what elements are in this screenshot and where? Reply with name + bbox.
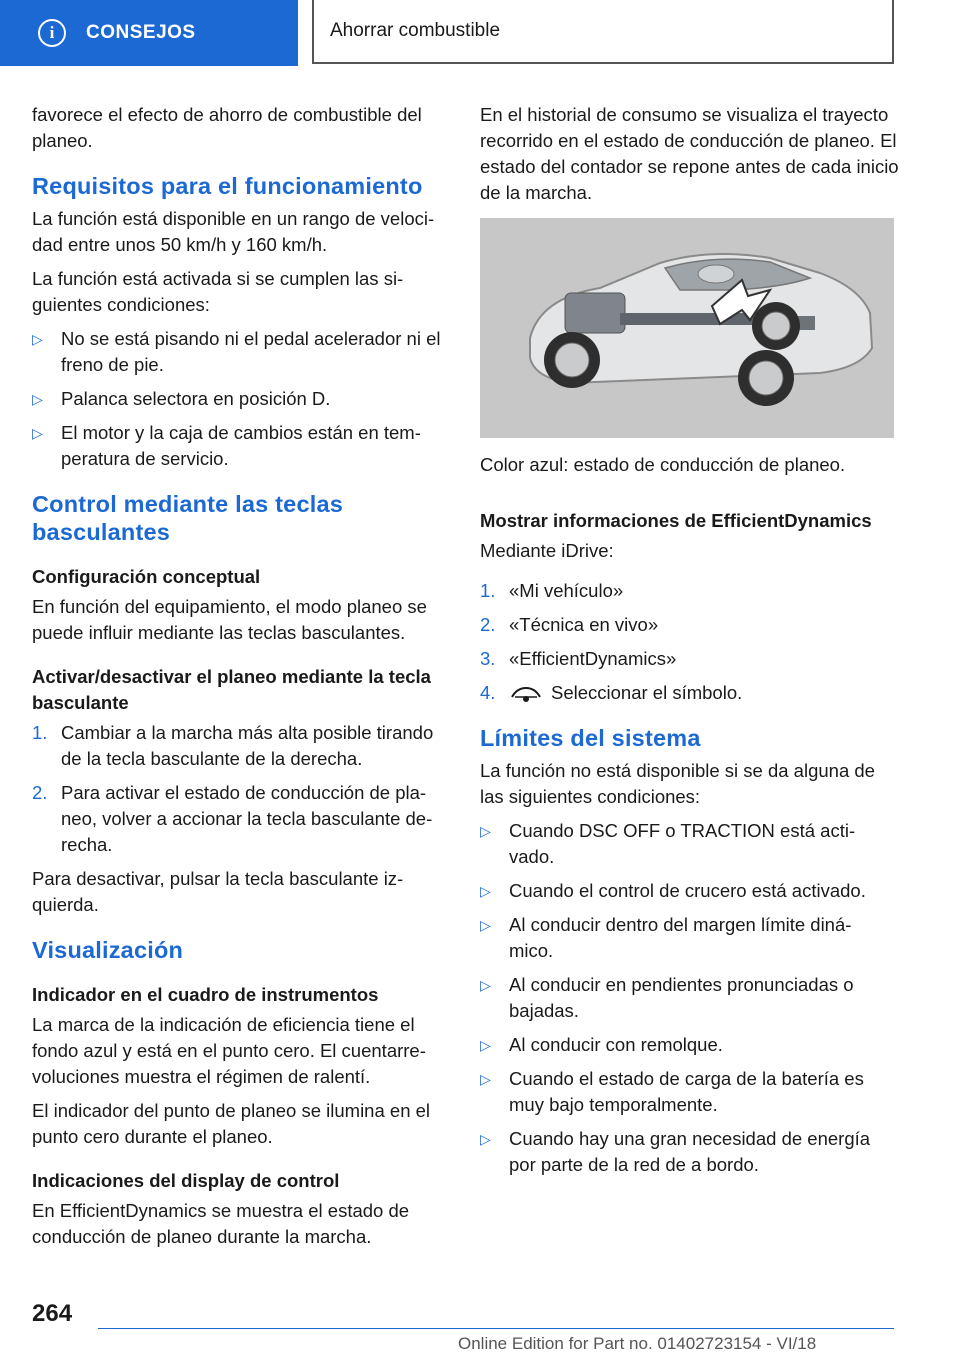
indicator-paragraph-1: La marca de la indicación de eficiencia tiene el fondo azul y está en el punto cero. El cuentarre- voluciones muestra el régimen de ralentí. — [32, 1014, 426, 1087]
list-item: 1. Cambiar a la marcha más alta posible tirando de la tecla basculante de la derecha. — [32, 722, 434, 769]
right-column — [480, 102, 900, 1186]
indicator-paragraph-2: El indicador del punto de planeo se ilumina en el punto cero durante el planeo. — [32, 1100, 431, 1147]
display-heading: Visualización — [32, 937, 184, 963]
list-item: ▷ Al conducir con remolque. — [480, 1032, 900, 1058]
section-tab-label: CONSEJOS — [86, 22, 196, 43]
list-item: ▷ Al conducir dentro del margen límite diná- mico. — [480, 914, 852, 961]
limits-paragraph: La función no está disponible si se da alguna de las siguientes condiciones: — [480, 760, 875, 807]
triangle-bullet-icon: ▷ — [480, 883, 491, 899]
list-item: ▷ El motor y la caja de cambios están en tem- peratura de servicio. — [32, 422, 421, 469]
list-item: ▷ Cuando hay una gran necesidad de energía por parte de la red de a bordo. — [480, 1128, 871, 1175]
requirements-paragraph-1: La función está disponible en un rango de veloci- dad entre unos 50 km/h y 160 km/h. — [32, 208, 435, 255]
limits-list — [480, 818, 900, 1178]
requirements-heading: Requisitos para el funcionamiento — [32, 173, 423, 199]
triangle-bullet-icon: ▷ — [480, 1071, 491, 1087]
triangle-bullet-icon: ▷ — [32, 391, 43, 407]
edition-text: Online Edition for Part no. 01402723154 - VI/18 — [458, 1334, 817, 1353]
page-number: 264 — [32, 1300, 73, 1327]
car-drawing — [480, 218, 894, 438]
requirements-paragraph-2: La función está activada si se cumplen las si- guientes condiciones: — [32, 268, 404, 315]
car-illustration — [480, 218, 894, 438]
deactivate-paragraph: Para desactivar, pulsar la tecla basculante iz- quierda. — [32, 868, 404, 915]
control-heading: Control mediante las teclas basculantes — [32, 491, 343, 545]
list-item: 2. Para activar el estado de conducción de pla- neo, volver a accionar la tecla basculante de- recha. — [32, 782, 433, 855]
requirements-list — [32, 326, 450, 472]
list-item: ▷ Palanca selectora en posición D. — [32, 386, 450, 412]
chapter-title: Ahorrar combustible — [330, 20, 501, 41]
control-display-paragraph: En EfficientDynamics se muestra el estado de conducción de planeo durante la marcha. — [32, 1200, 410, 1247]
idrive-paragraph: Mediante iDrive: — [480, 540, 614, 561]
chapter-title-box — [312, 0, 894, 64]
triangle-bullet-icon: ▷ — [480, 1131, 491, 1147]
show-info-heading: Mostrar informaciones de EfficientDynamics — [480, 510, 872, 531]
idrive-steps — [480, 578, 900, 706]
footer-divider — [98, 1328, 894, 1329]
history-paragraph: En el historial de consumo se visualiza el trayecto recorrido en el estado de conducción de planeo. El estado del contador se repone antes de cada inicio de la marcha. — [480, 104, 899, 203]
limits-heading: Límites del sistema — [480, 725, 701, 751]
config-paragraph: En función del equipamiento, el modo planeo se puede influir mediante las teclas basculantes. — [32, 596, 427, 643]
indicator-heading: Indicador en el cuadro de instrumentos — [32, 984, 379, 1005]
triangle-bullet-icon: ▷ — [480, 917, 491, 933]
section-tab — [0, 0, 298, 66]
activate-steps — [32, 720, 450, 858]
left-column — [32, 102, 450, 1258]
triangle-bullet-icon: ▷ — [480, 1037, 491, 1053]
config-heading: Configuración conceptual — [32, 566, 261, 587]
list-item: 3. «EfficientDynamics» — [480, 648, 677, 669]
control-display-heading: Indicaciones del display de control — [32, 1170, 340, 1191]
list-item: 1. «Mi vehículo» — [480, 580, 624, 601]
triangle-bullet-icon: ▷ — [480, 977, 491, 993]
intro-paragraph: favorece el efecto de ahorro de combustible del planeo. — [32, 104, 422, 151]
triangle-bullet-icon: ▷ — [480, 823, 491, 839]
image-caption: Color azul: estado de conducción de planeo. — [480, 454, 846, 475]
triangle-bullet-icon: ▷ — [32, 331, 43, 347]
list-item: 4. Seleccionar el símbolo. — [480, 682, 743, 703]
activate-heading: Activar/desactivar el planeo mediante la tecla basculante — [32, 666, 431, 713]
list-item: ▷ Al conducir en pendientes pronunciadas o bajadas. — [480, 974, 854, 1021]
list-item: 2. «Técnica en vivo» — [480, 614, 659, 635]
car-gauge-icon — [509, 684, 543, 704]
info-icon: i — [38, 19, 66, 47]
list-item: ▷ Cuando el estado de carga de la batería es muy bajo temporalmente. — [480, 1068, 864, 1115]
list-item: ▷ No se está pisando ni el pedal acelerador ni el freno de pie. — [32, 328, 441, 375]
list-item: ▷ Cuando DSC OFF o TRACTION está acti- vado. — [480, 820, 856, 867]
list-item: ▷ Cuando el control de crucero está activado. — [480, 878, 900, 904]
triangle-bullet-icon: ▷ — [32, 425, 43, 441]
